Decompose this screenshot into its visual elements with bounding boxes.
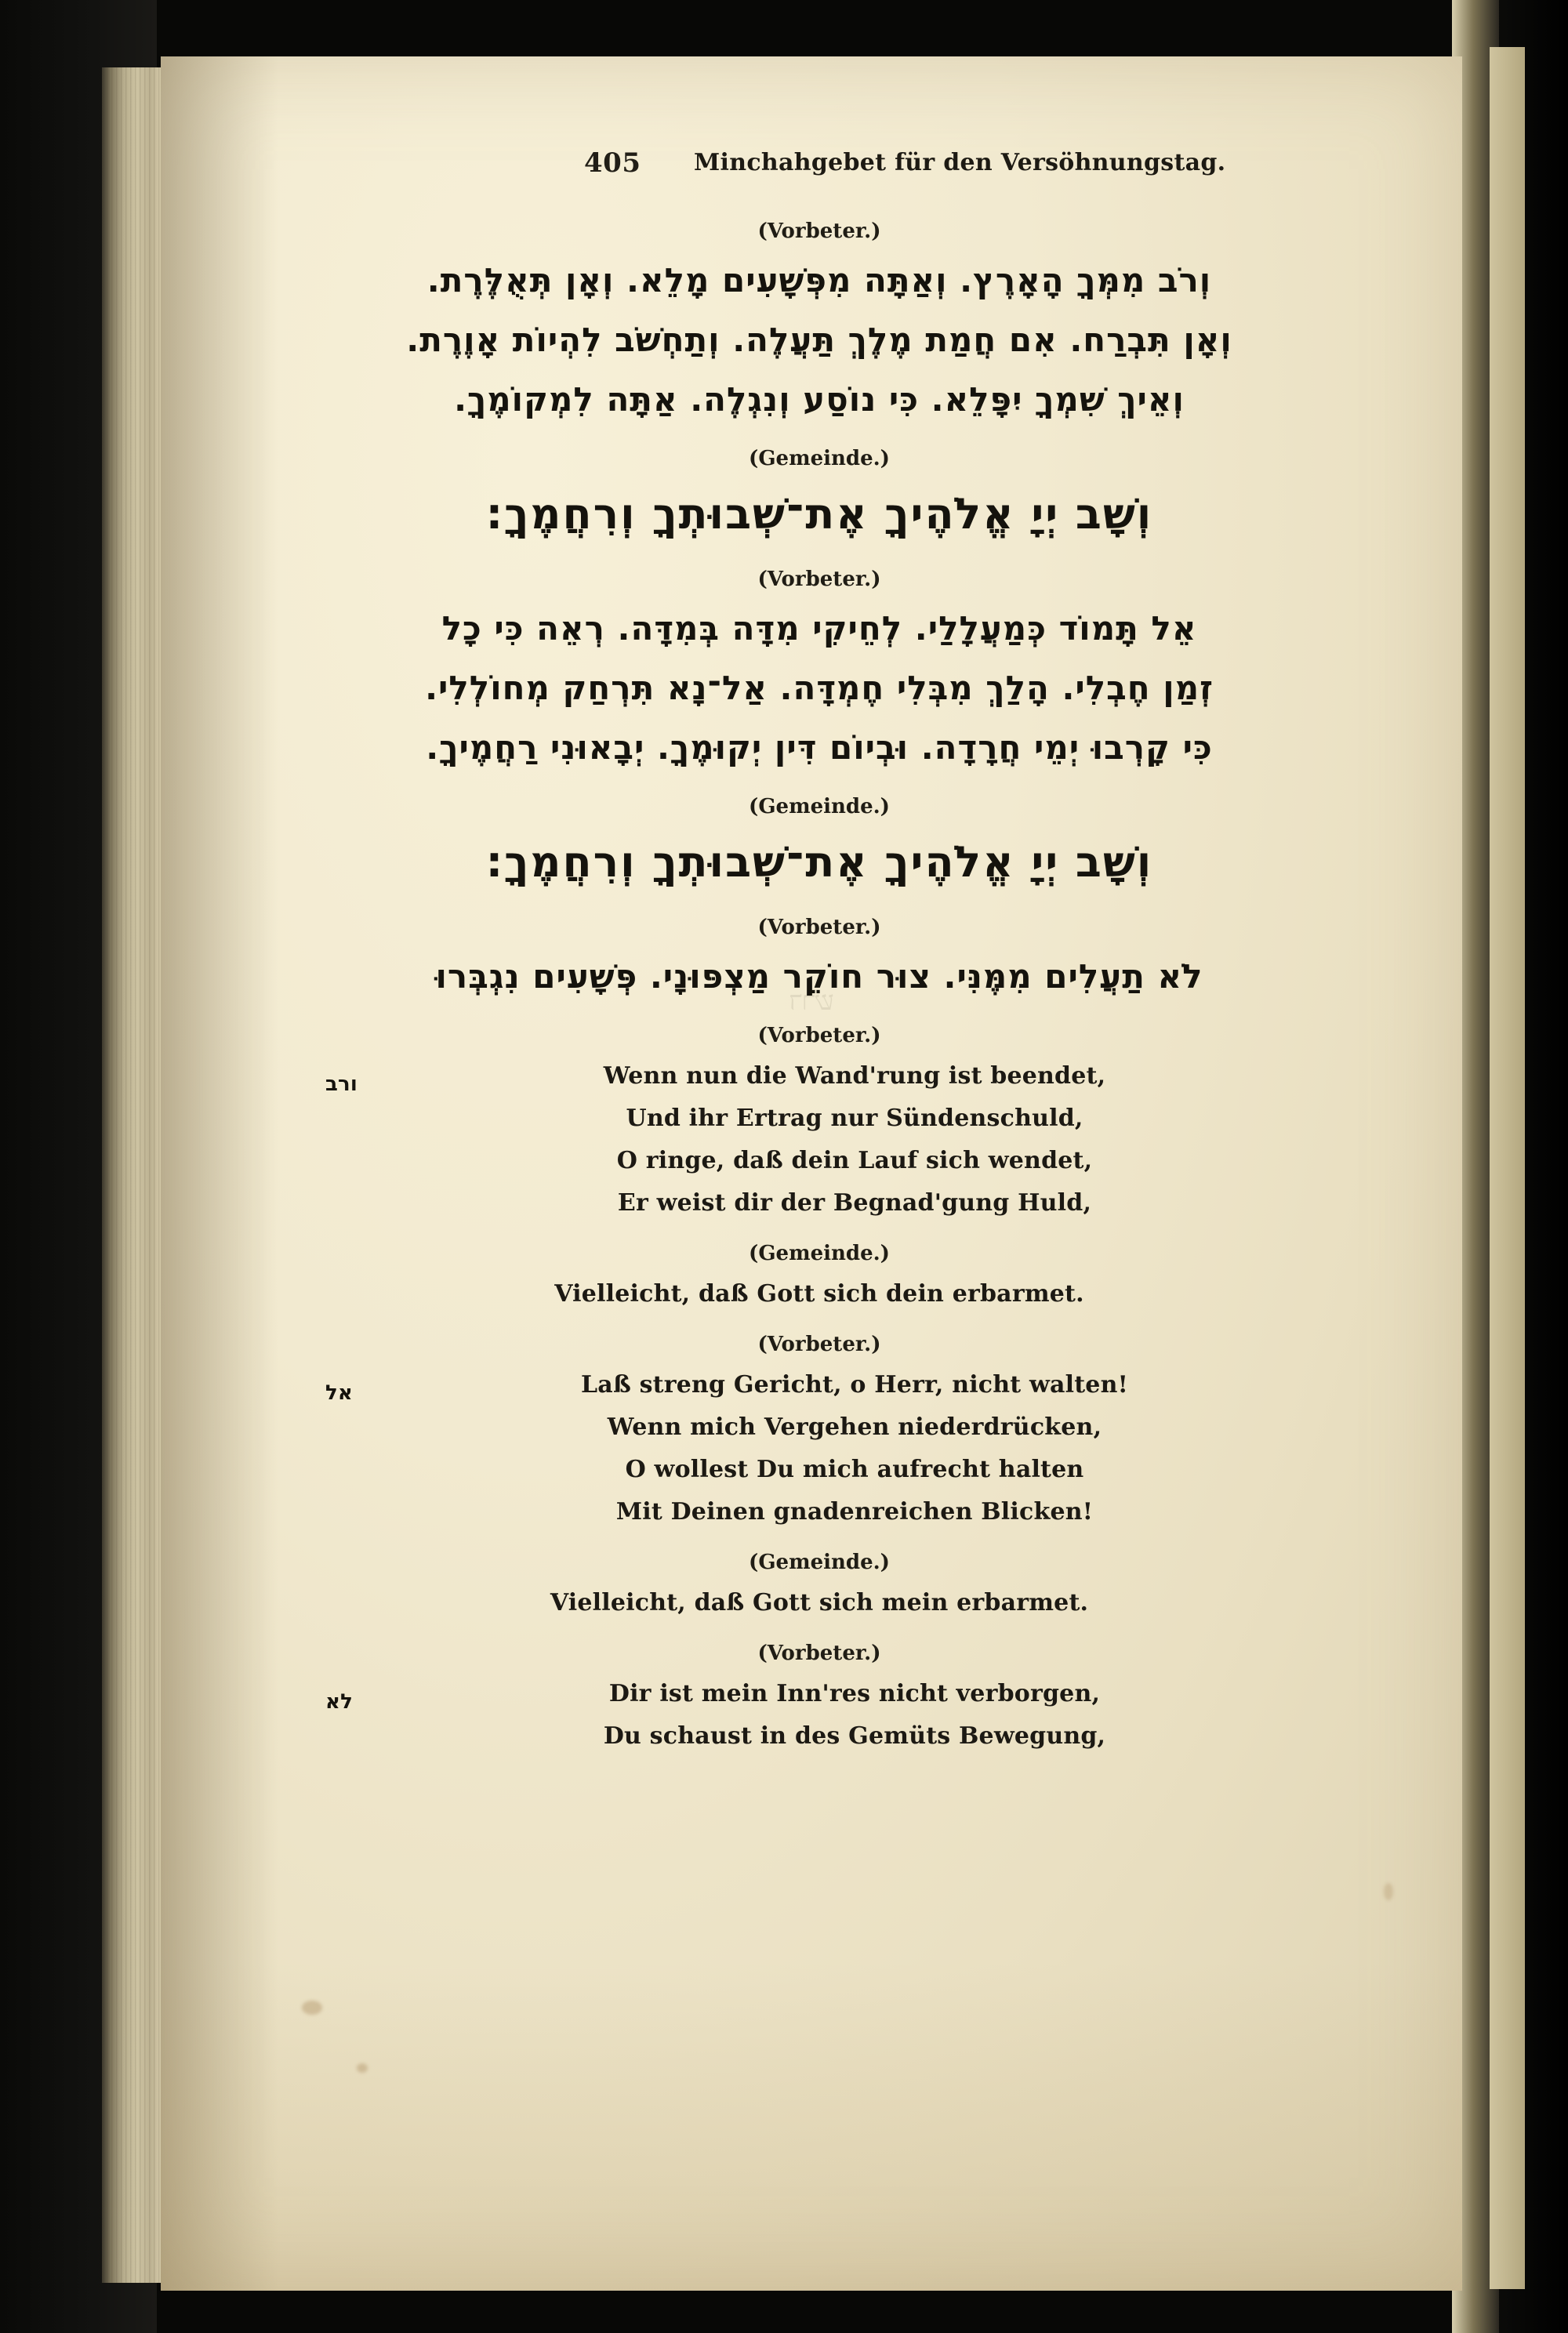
- liturgy-section: [278, 1333, 1360, 1533]
- liturgy-section: [278, 916, 1360, 1007]
- paper-foxing-spot: [1384, 1883, 1393, 1900]
- hebrew-verse: כִּי קָרְבוּ יְמֵי חֲרָדָה. וּבְיוֹם דִּין יְקוּמֶךָ. יְבָאוּנִי רַחֲמֶיךָ.: [426, 728, 1213, 767]
- liturgy-section: [278, 1642, 1360, 1758]
- german-verse-line: Und ihr Ertrag nur Sündenschuld,: [626, 1105, 1083, 1132]
- speaker-rubric: (Gemeinde.): [749, 1242, 890, 1265]
- speaker-rubric: (Vorbeter.): [757, 220, 881, 243]
- german-verse-line: O ringe, daß dein Lauf sich wendet,: [616, 1147, 1093, 1174]
- speaker-rubric: (Vorbeter.): [757, 1333, 881, 1356]
- liturgy-section: [278, 1242, 1360, 1315]
- speaker-rubric: (Vorbeter.): [757, 1024, 881, 1047]
- hebrew-verse: וְאָן תִּבְרַח. אִם חֲמַת מֶלֶךְ תַּעֲלֶה. וְתַחְשֹׁב לִהְיוֹת אָוֶרֶת.: [406, 321, 1232, 359]
- hebrew-refrain: וְשָׁב יְיָ אֱלֹהֶיךָ אֶת־שְׁבוּתְךָ וְרִחֲמֶךָ:: [485, 489, 1153, 539]
- german-verse-line: Du schaust in des Gemüts Bewegung,: [603, 1722, 1106, 1750]
- hebrew-cue-word: ורב: [325, 1072, 358, 1096]
- running-head: [278, 143, 1360, 190]
- page-surface: [161, 56, 1462, 2291]
- german-verse-line: O wollest Du mich aufrecht halten: [625, 1456, 1084, 1483]
- paper-foxing-spot: [302, 2001, 322, 2015]
- speaker-rubric: (Gemeinde.): [749, 447, 890, 470]
- hebrew-cue-word: לא: [325, 1690, 354, 1714]
- liturgy-section: [278, 220, 1360, 430]
- speaker-rubric: (Gemeinde.): [749, 795, 890, 818]
- german-verse-line: [278, 1364, 1360, 1406]
- liturgy-section: [278, 568, 1360, 778]
- paper-foxing-spot: [357, 2063, 368, 2073]
- hebrew-cue-word: אל: [325, 1381, 354, 1405]
- page-content: [278, 143, 1360, 1758]
- hebrew-refrain: וְשָׁב יְיָ אֱלֹהֶיךָ אֶת־שְׁבוּתְךָ וְרִחֲמֶךָ:: [485, 837, 1153, 887]
- running-head-title: Minchahgebet für den Versöhnungstag.: [694, 149, 1226, 176]
- german-verse-line: Wenn mich Vergehen niederdrücken,: [607, 1413, 1102, 1441]
- speaker-rubric: (Vorbeter.): [757, 568, 881, 591]
- german-verse-line: [278, 1673, 1360, 1715]
- german-verse-text: Wenn nun die Wand'rung ist beendet,: [603, 1062, 1106, 1090]
- german-verse-line: Er weist dir der Begnad'gung Huld,: [617, 1189, 1092, 1217]
- speaker-rubric: (Vorbeter.): [757, 1642, 881, 1665]
- german-verse-line: Vielleicht, daß Gott sich mein erbarmet.: [550, 1589, 1089, 1616]
- hebrew-verse: וְאֵיךְ שִׁמְךָ יִפָּלֵא. כִּי נוֹסַע וְנִגְלֶה. אַתָּה לִמְקוֹמֶךָ.: [454, 380, 1185, 419]
- hebrew-verse: לֹא תַעֲלִים מִמֶּנִּי. צוּר חוֹקֵר מַצְפּוּנָי. פְּשָׁעִים נִגְבְּרוּ: [435, 957, 1203, 996]
- facing-page: [1490, 47, 1525, 2289]
- liturgy-section: [278, 1024, 1360, 1225]
- verso-showthrough: דרש: [789, 987, 834, 1016]
- liturgy-section: [278, 795, 1360, 898]
- speaker-rubric: (Vorbeter.): [757, 916, 881, 939]
- hebrew-verse: וְרֹב מִמְּךָ הָאָרֶץ. וְאַתָּה מִפְּשָׁעִים מָלֵא. וְאָן תְּאֻלֶּרֶת.: [426, 261, 1212, 299]
- liturgy-section: [278, 447, 1360, 550]
- liturgy-section: [278, 1551, 1360, 1624]
- german-verse-line: [278, 1055, 1360, 1098]
- german-verse-text: Dir ist mein Inn'res nicht verborgen,: [608, 1680, 1101, 1707]
- hebrew-verse: אֵל תָּמוֹד כְּמַעֲלָלַי. לְחֵיקִי מִדָּה בְּמִדָּה. רְאֵה כִּי כָל: [441, 609, 1197, 648]
- german-verse-text: Laß streng Gericht, o Herr, nicht walten!: [581, 1371, 1128, 1399]
- speaker-rubric: (Gemeinde.): [749, 1551, 890, 1574]
- page-number: 405: [584, 147, 641, 179]
- german-verse-line: Vielleicht, daß Gott sich dein erbarmet.: [554, 1280, 1084, 1308]
- german-verse-line: Mit Deinen gnadenreichen Blicken!: [615, 1498, 1094, 1526]
- hebrew-verse: זְמַן חֶבְלִי. הָלַךְ מִבְּלִי חֶמְדָּה. אַל־נָא תִּרְחַק מְחוֹלְלִי.: [425, 669, 1214, 707]
